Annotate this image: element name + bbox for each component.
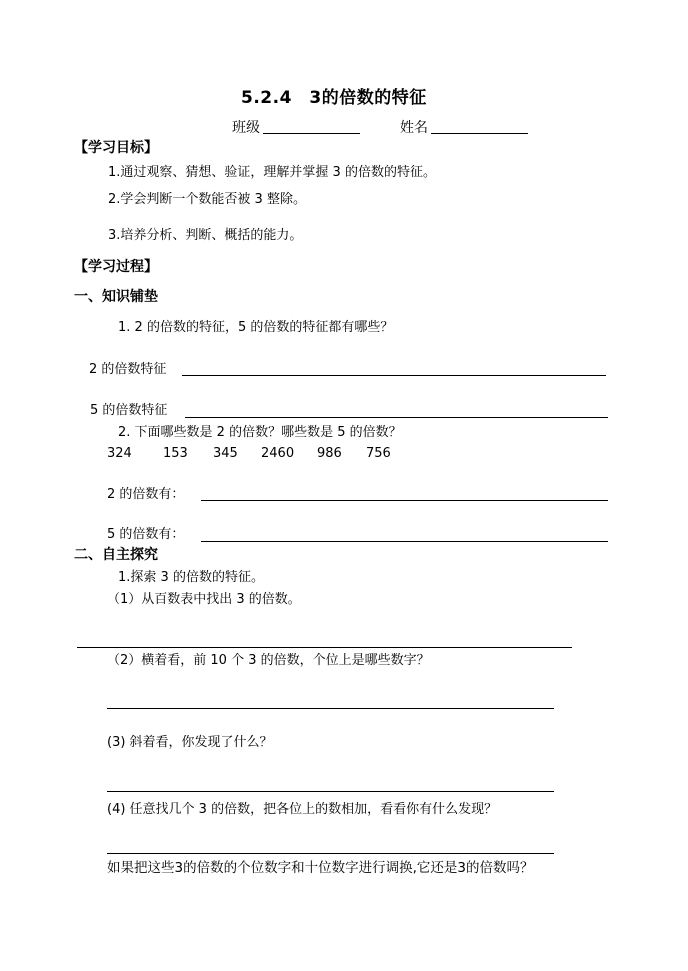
section2-heading: 二、自主探究	[74, 547, 158, 563]
feature2-label: 2 的倍数特征	[89, 362, 167, 377]
section2-question-3: (3) 斜着看，你发现了什么？	[107, 735, 273, 750]
class-field[interactable]	[263, 133, 360, 134]
section2-question-4: (4) 任意找几个 3 的倍数，把各位上的数相加，看看你有什么发现？	[107, 802, 498, 817]
section2-question-5: 如果把这些3的倍数的个位数字和十位数字进行调换,它还是3的倍数吗？	[107, 860, 534, 876]
number-list	[107, 446, 391, 462]
feature5-label: 5 的倍数特征	[90, 403, 168, 418]
question4-answer-line[interactable]	[107, 853, 554, 854]
feature2-answer-line[interactable]	[182, 375, 606, 376]
section2-intro: 1.探索 3 的倍数的特征。	[118, 570, 264, 585]
number-item: 153	[163, 446, 188, 461]
name-field[interactable]	[431, 133, 528, 134]
class-label: 班级	[232, 120, 260, 136]
number-item: 986	[317, 446, 342, 461]
number-item: 756	[366, 446, 391, 461]
section2-question-1: （1）从百数表中找出 3 的倍数。	[107, 592, 301, 607]
number-item: 324	[107, 446, 132, 461]
section1-question-2: 2. 下面哪些数是 2 的倍数？哪些数是 5 的倍数？	[118, 425, 402, 440]
name-label: 姓名	[400, 120, 428, 136]
section2-question-2: （2）横着看，前 10 个 3 的倍数，个位上是哪些数字？	[107, 653, 430, 668]
number-item: 2460	[261, 446, 295, 461]
page-title: 5.2.4 3的倍数的特征	[241, 88, 427, 108]
process-heading: 【学习过程】	[74, 259, 158, 275]
goal-item: 2.学会判断一个数能否被 3 整除。	[108, 192, 306, 207]
goals-heading: 【学习目标】	[74, 140, 158, 156]
section1-heading: 一、知识铺垫	[74, 289, 158, 305]
number-item: 345	[213, 446, 238, 461]
feature5-answer-line[interactable]	[185, 417, 608, 418]
section1-question-1: 1. 2 的倍数的特征，5 的倍数的特征都有哪些？	[118, 320, 394, 335]
question1-answer-line[interactable]	[77, 647, 572, 648]
question3-answer-line[interactable]	[107, 791, 554, 792]
goal-item: 3.培养分析、判断、概括的能力。	[108, 228, 303, 243]
multiples2-label: 2 的倍数有：	[107, 487, 185, 502]
goal-item: 1.通过观察、猜想、验证，理解并掌握 3 的倍数的特征。	[108, 165, 436, 180]
multiples5-answer-line[interactable]	[201, 541, 608, 542]
multiples2-answer-line[interactable]	[201, 500, 608, 501]
question2-answer-line[interactable]	[107, 708, 554, 709]
multiples5-label: 5 的倍数有：	[107, 527, 185, 542]
